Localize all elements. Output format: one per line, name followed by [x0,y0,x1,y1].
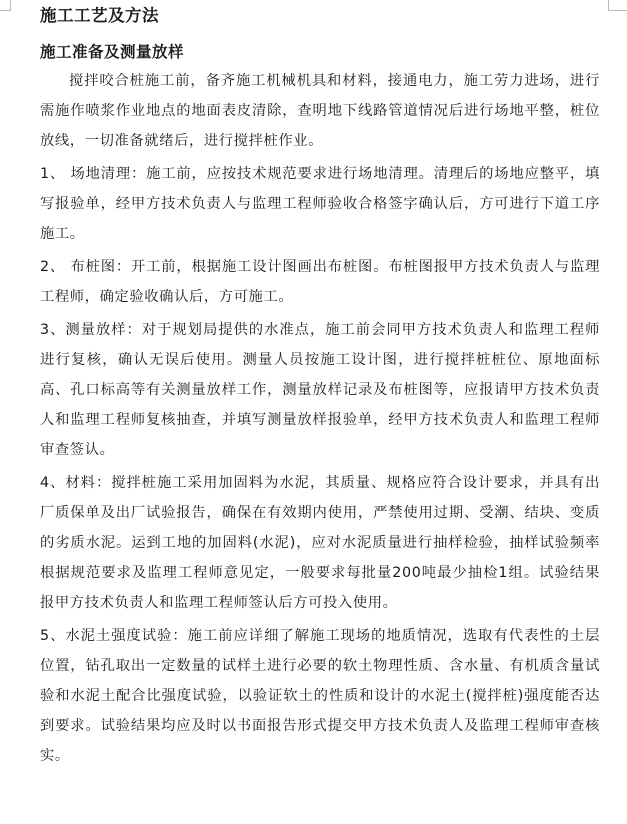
list-item: 5、水泥土强度试验：施工前应详细了解施工现场的地质情况，选取有代表性的土层位置，钻孔取出一定数量的试样土进行必要的软土物理性质、含水量、有机质含量试验和水泥土配合比强度试验，以验证软土的性质和设计的水泥土(搅拌桩)强度能否达到要求。试验结果均应及时以书面报告形式提交甲方技术负责人及监理工程师审查核实。 [40,628,600,764]
intro-paragraph: 搅拌咬合桩施工前，备齐施工机械机具和材料，接通电力，施工劳力进场，进行需施作喷浆作业地点的地面表皮清除，查明地下线路管道情况后进行场地平整，桩位放线，一切准备就绪后，进行搅拌桩作业。 [40,73,600,149]
list-item: 4、材料：搅拌桩施工采用加固料为水泥，其质量、规格应符合设计要求，并具有出厂质保单及出厂试验报告，确保在有效期内使用，严禁使用过期、受潮、结块、变质的劣质水泥。运到工地的加固料(水泥)，应对水泥质量进行抽样检验，抽样试验频率根据规范要求及监理工程师意见定，一般要求每批量200吨最少抽检1组。试验结果报甲方技术负责人和监理工程师签认后方可投入使用。 [40,475,600,611]
list-item: 2、 布桩图：开工前，根据施工设计图画出布桩图。布桩图报甲方技术负责人与监理工程师，确定验收确认后，方可施工。 [40,259,600,305]
section-heading: 施工工艺及方法 [40,6,159,25]
page-corner-mark-left [0,0,11,11]
subsection-heading: 施工准备及测量放样 [40,43,185,61]
list-item: 3、测量放样：对于规划局提供的水准点，施工前会同甲方技术负责人和监理工程师进行复核，确认无误后使用。测量人员按施工设计图，进行搅拌桩桩位、原地面标高、孔口标高等有关测量放样工作，测量放样记录及布桩图等，应报请甲方技术负责人和监理工程师复核抽查，并填写测量放样报验单，经甲方技术负责人和监理工程师审查签认。 [40,322,600,458]
document-body [40,4,600,771]
page-corner-mark-right [608,0,627,11]
list-item: 1、 场地清理：施工前，应按技术规范要求进行场地清理。清理后的场地应整平，填写报验单，经甲方技术负责人与监理工程师验收合格签字确认后，方可进行下道工序施工。 [40,166,600,242]
